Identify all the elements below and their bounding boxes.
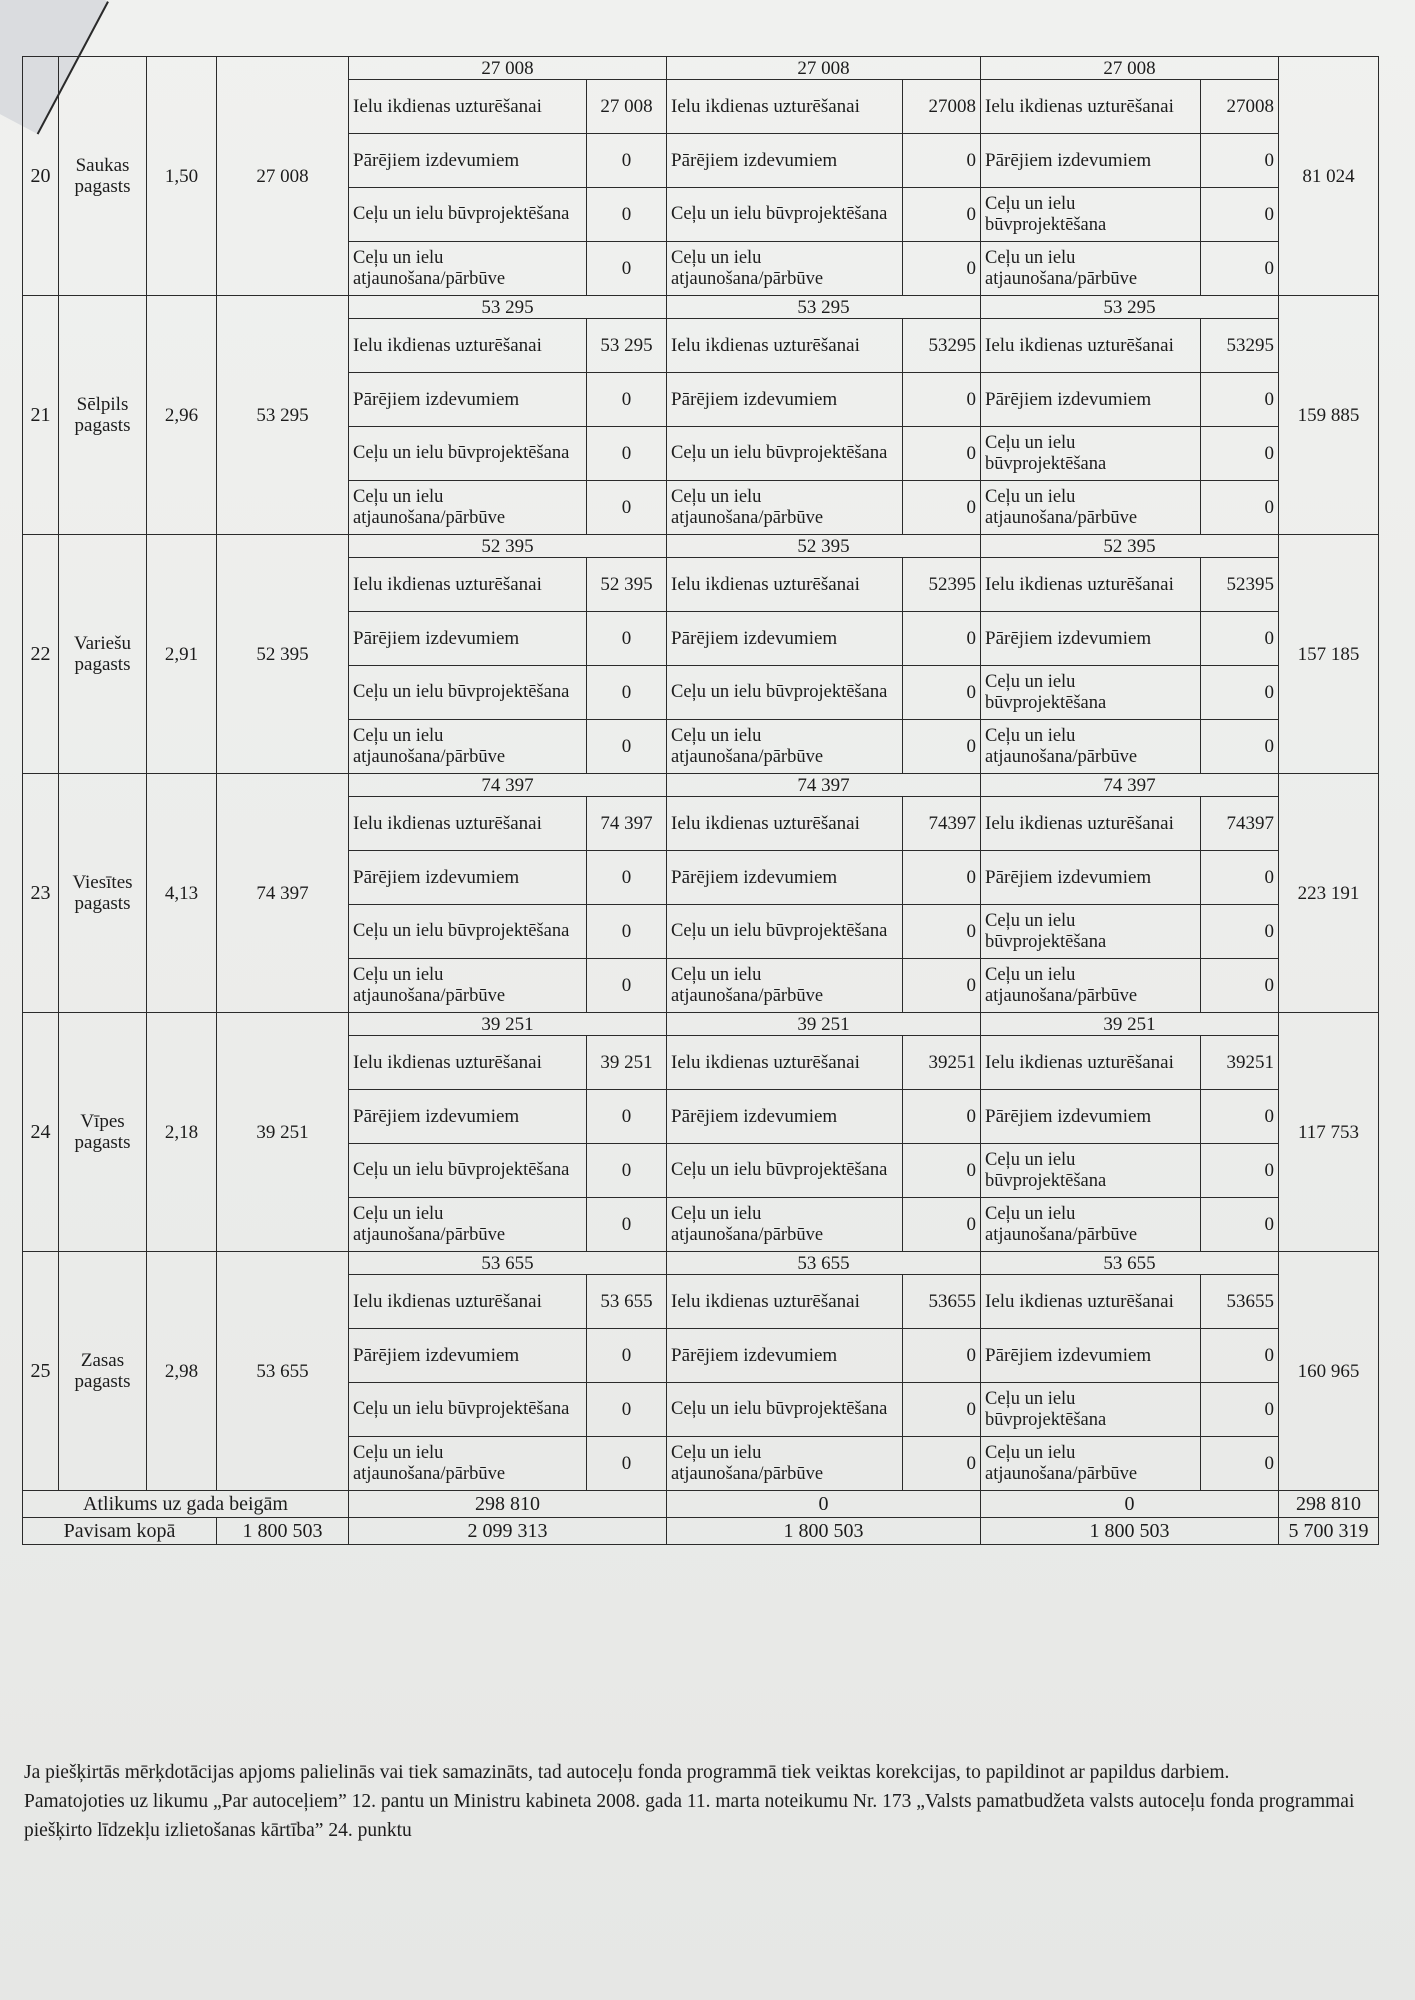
notes-section: [24, 1758, 1384, 1845]
expense-value: 74397: [903, 797, 981, 851]
parish-name: Variešu pagasts: [59, 535, 147, 774]
expense-value: 0: [1201, 373, 1279, 427]
expense-value: 0: [587, 1329, 667, 1383]
balance-year-2: 0: [667, 1491, 981, 1518]
expense-value: 0: [903, 612, 981, 666]
grand-total: 159 885: [1279, 296, 1379, 535]
expense-label: Pārējiem izdevumiem: [667, 851, 903, 905]
total-label: Pavisam kopā: [23, 1518, 217, 1545]
expense-value: 0: [1201, 1437, 1279, 1491]
expense-value: 0: [1201, 1383, 1279, 1437]
expense-label: Ielu ikdienas uzturēšanai: [981, 1036, 1201, 1090]
expense-value: 0: [1201, 188, 1279, 242]
expense-label: Ceļu un ielu būvprojektēšana: [667, 188, 903, 242]
coefficient: 4,13: [147, 774, 217, 1013]
expense-value: 0: [903, 1198, 981, 1252]
expense-label: Ceļu un ielu atjaunošana/pārbūve: [981, 959, 1201, 1013]
expense-label: Ceļu un ielu atjaunošana/pārbūve: [349, 959, 587, 1013]
total-row: [23, 1518, 1379, 1545]
expense-label: Ielu ikdienas uzturēšanai: [667, 80, 903, 134]
expense-label: Pārējiem izdevumiem: [349, 612, 587, 666]
row-number: 24: [23, 1013, 59, 1252]
expense-label: Ielu ikdienas uzturēšanai: [349, 1275, 587, 1329]
balance-row: [23, 1491, 1379, 1518]
total-year-1: 2 099 313: [349, 1518, 667, 1545]
expense-value: 0: [903, 1383, 981, 1437]
total-year-2: 1 800 503: [667, 1518, 981, 1545]
expense-value: 0: [587, 134, 667, 188]
expense-label: Pārējiem izdevumiem: [981, 134, 1201, 188]
expense-label: Ceļu un ielu atjaunošana/pārbūve: [981, 242, 1201, 296]
grand-total: 117 753: [1279, 1013, 1379, 1252]
expense-value: 0: [587, 242, 667, 296]
expense-label: Ielu ikdienas uzturēšanai: [349, 1036, 587, 1090]
expense-label: Ceļu un ielu būvprojektēšana: [667, 1144, 903, 1198]
coefficient: 2,98: [147, 1252, 217, 1491]
expense-value: 0: [587, 1383, 667, 1437]
expense-value: 27008: [1201, 80, 1279, 134]
grand-total: 223 191: [1279, 774, 1379, 1013]
expense-value: 0: [1201, 481, 1279, 535]
coefficient: 2,91: [147, 535, 217, 774]
year-total: 52 395: [981, 535, 1279, 558]
year-total: 27 008: [349, 57, 667, 80]
expense-label: Ceļu un ielu būvprojektēšana: [349, 905, 587, 959]
year-total: 52 395: [667, 535, 981, 558]
expense-value: 52395: [1201, 558, 1279, 612]
coefficient: 2,18: [147, 1013, 217, 1252]
total-amount: 1 800 503: [217, 1518, 349, 1545]
table-row: [23, 535, 1379, 558]
total-year-3: 1 800 503: [981, 1518, 1279, 1545]
year-total: 53 295: [349, 296, 667, 319]
table-row: [23, 296, 1379, 319]
expense-label: Ceļu un ielu būvprojektēšana: [981, 1383, 1201, 1437]
expense-label: Ielu ikdienas uzturēšanai: [667, 558, 903, 612]
expense-label: Ceļu un ielu būvprojektēšana: [981, 427, 1201, 481]
year-total: 52 395: [349, 535, 667, 558]
expense-value: 0: [587, 720, 667, 774]
expense-value: 53 655: [587, 1275, 667, 1329]
expense-value: 0: [1201, 905, 1279, 959]
expense-value: 52395: [903, 558, 981, 612]
expense-value: 0: [1201, 242, 1279, 296]
parish-name: Saukas pagasts: [59, 57, 147, 296]
expense-value: 0: [903, 905, 981, 959]
allocation-amount: 53 295: [217, 296, 349, 535]
expense-label: Ielu ikdienas uzturēšanai: [667, 1275, 903, 1329]
expense-label: Ielu ikdienas uzturēšanai: [349, 797, 587, 851]
expense-label: Pārējiem izdevumiem: [667, 373, 903, 427]
expense-label: Ielu ikdienas uzturēšanai: [667, 319, 903, 373]
expense-value: 0: [903, 1437, 981, 1491]
year-total: 27 008: [667, 57, 981, 80]
grand-total: 160 965: [1279, 1252, 1379, 1491]
expense-label: Ceļu un ielu būvprojektēšana: [349, 1144, 587, 1198]
expense-value: 0: [1201, 1329, 1279, 1383]
year-total: 53 295: [667, 296, 981, 319]
expense-label: Ceļu un ielu būvprojektēšana: [349, 188, 587, 242]
note-correction: Ja piešķirtās mērķdotācijas apjoms palielinās vai tiek samazināts, tad autoceļu fonda programmā tiek veiktas korekcijas, to papildinot ar papildus darbiem.: [24, 1762, 1230, 1783]
expense-value: 0: [587, 188, 667, 242]
year-total: 53 655: [349, 1252, 667, 1275]
parish-name: Zasas pagasts: [59, 1252, 147, 1491]
row-number: 25: [23, 1252, 59, 1491]
balance-label: Atlikums uz gada beigām: [23, 1491, 349, 1518]
expense-value: 39251: [903, 1036, 981, 1090]
expense-label: Pārējiem izdevumiem: [667, 612, 903, 666]
table-body: [23, 57, 1379, 1545]
parish-name: Viesītes pagasts: [59, 774, 147, 1013]
expense-value: 0: [903, 720, 981, 774]
row-number: 21: [23, 296, 59, 535]
expense-value: 0: [1201, 427, 1279, 481]
expense-label: Pārējiem izdevumiem: [667, 1329, 903, 1383]
coefficient: 2,96: [147, 296, 217, 535]
expense-value: 74 397: [587, 797, 667, 851]
expense-value: 0: [587, 1144, 667, 1198]
row-number: 22: [23, 535, 59, 774]
year-total: 53 295: [981, 296, 1279, 319]
expense-label: Ceļu un ielu atjaunošana/pārbūve: [981, 481, 1201, 535]
expense-value: 0: [1201, 851, 1279, 905]
expense-value: 27 008: [587, 80, 667, 134]
allocation-amount: 74 397: [217, 774, 349, 1013]
coefficient: 1,50: [147, 57, 217, 296]
year-total: 39 251: [981, 1013, 1279, 1036]
expense-label: Pārējiem izdevumiem: [981, 851, 1201, 905]
table-row: [23, 1013, 1379, 1036]
expense-label: Ceļu un ielu būvprojektēšana: [667, 427, 903, 481]
expense-label: Pārējiem izdevumiem: [349, 1090, 587, 1144]
allocation-amount: 39 251: [217, 1013, 349, 1252]
balance-year-3: 0: [981, 1491, 1279, 1518]
expense-value: 0: [587, 959, 667, 1013]
expense-label: Ceļu un ielu atjaunošana/pārbūve: [349, 481, 587, 535]
expense-label: Ceļu un ielu būvprojektēšana: [667, 1383, 903, 1437]
expense-label: Pārējiem izdevumiem: [981, 1090, 1201, 1144]
expense-label: Pārējiem izdevumiem: [981, 1329, 1201, 1383]
expense-label: Ielu ikdienas uzturēšanai: [349, 558, 587, 612]
year-total: 74 397: [981, 774, 1279, 797]
expense-value: 53655: [1201, 1275, 1279, 1329]
expense-value: 0: [587, 481, 667, 535]
year-total: 74 397: [349, 774, 667, 797]
grand-total: 157 185: [1279, 535, 1379, 774]
expense-label: Pārējiem izdevumiem: [981, 373, 1201, 427]
grand-total: 81 024: [1279, 57, 1379, 296]
expense-value: 27008: [903, 80, 981, 134]
table-row: [23, 1252, 1379, 1275]
expense-label: Ceļu un ielu atjaunošana/pārbūve: [349, 1198, 587, 1252]
expense-value: 0: [903, 481, 981, 535]
note-legal-basis: Pamatojoties uz likumu „Par autoceļiem” 12. pantu un Ministru kabineta 2008. gada 11. marta noteikumu Nr. 173 „Valsts pamatbudžeta valsts autoceļu fonda programmai piešķirto līdzekļu izlietošanas kārtība” 24. punktu: [24, 1791, 1355, 1841]
total-grand: 5 700 319: [1279, 1518, 1379, 1545]
allocation-amount: 27 008: [217, 57, 349, 296]
year-total: 74 397: [667, 774, 981, 797]
expense-label: Ceļu un ielu būvprojektēšana: [981, 905, 1201, 959]
expense-label: Ceļu un ielu būvprojektēšana: [981, 1144, 1201, 1198]
expense-label: Pārējiem izdevumiem: [349, 1329, 587, 1383]
expense-label: Ceļu un ielu būvprojektēšana: [981, 666, 1201, 720]
expense-label: Pārējiem izdevumiem: [981, 612, 1201, 666]
expense-value: 53655: [903, 1275, 981, 1329]
expense-value: 0: [587, 1198, 667, 1252]
expense-value: 0: [903, 242, 981, 296]
expense-label: Pārējiem izdevumiem: [349, 134, 587, 188]
table-row: [23, 774, 1379, 797]
expense-value: 0: [1201, 666, 1279, 720]
expense-value: 0: [903, 373, 981, 427]
expense-label: Ceļu un ielu atjaunošana/pārbūve: [667, 481, 903, 535]
expense-label: Ceļu un ielu būvprojektēšana: [981, 188, 1201, 242]
expense-value: 0: [903, 959, 981, 1013]
expense-value: 0: [587, 666, 667, 720]
expense-value: 53295: [1201, 319, 1279, 373]
expense-value: 0: [1201, 134, 1279, 188]
year-total: 39 251: [667, 1013, 981, 1036]
expense-label: Ceļu un ielu būvprojektēšana: [667, 666, 903, 720]
expense-value: 0: [587, 612, 667, 666]
expense-value: 0: [903, 427, 981, 481]
expense-label: Ceļu un ielu atjaunošana/pārbūve: [349, 1437, 587, 1491]
expense-label: Ceļu un ielu atjaunošana/pārbūve: [667, 959, 903, 1013]
balance-year-1: 298 810: [349, 1491, 667, 1518]
expense-value: 53 295: [587, 319, 667, 373]
expense-label: Ielu ikdienas uzturēšanai: [981, 80, 1201, 134]
expense-label: Ielu ikdienas uzturēšanai: [667, 797, 903, 851]
expense-value: 53295: [903, 319, 981, 373]
expense-label: Ielu ikdienas uzturēšanai: [981, 558, 1201, 612]
balance-grand: 298 810: [1279, 1491, 1379, 1518]
expense-label: Ceļu un ielu atjaunošana/pārbūve: [981, 1437, 1201, 1491]
year-total: 53 655: [667, 1252, 981, 1275]
expense-value: 0: [587, 427, 667, 481]
expense-label: Ceļu un ielu atjaunošana/pārbūve: [981, 720, 1201, 774]
expense-value: 0: [587, 1437, 667, 1491]
parish-name: Vīpes pagasts: [59, 1013, 147, 1252]
expense-value: 0: [903, 1090, 981, 1144]
expense-label: Ceļu un ielu būvprojektēšana: [349, 1383, 587, 1437]
expense-label: Ielu ikdienas uzturēšanai: [667, 1036, 903, 1090]
expense-label: Ceļu un ielu atjaunošana/pārbūve: [667, 1437, 903, 1491]
expense-label: Pārējiem izdevumiem: [349, 851, 587, 905]
expense-value: 0: [903, 666, 981, 720]
parish-name: Sēlpils pagasts: [59, 296, 147, 535]
expense-value: 0: [1201, 720, 1279, 774]
expense-value: 0: [1201, 1090, 1279, 1144]
table-row: [23, 57, 1379, 80]
expense-label: Ielu ikdienas uzturēšanai: [981, 1275, 1201, 1329]
expense-value: 52 395: [587, 558, 667, 612]
expense-label: Ielu ikdienas uzturēšanai: [981, 797, 1201, 851]
expense-label: Pārējiem izdevumiem: [349, 373, 587, 427]
expense-value: 0: [587, 905, 667, 959]
expense-value: 0: [903, 1144, 981, 1198]
expense-label: Ceļu un ielu atjaunošana/pārbūve: [667, 720, 903, 774]
expense-value: 74397: [1201, 797, 1279, 851]
expense-value: 0: [1201, 959, 1279, 1013]
expense-value: 0: [903, 851, 981, 905]
expense-label: Ielu ikdienas uzturēšanai: [981, 319, 1201, 373]
row-number: 23: [23, 774, 59, 1013]
expense-value: 0: [1201, 612, 1279, 666]
expense-label: Ceļu un ielu būvprojektēšana: [349, 666, 587, 720]
expense-label: Ceļu un ielu būvprojektēšana: [667, 905, 903, 959]
year-total: 53 655: [981, 1252, 1279, 1275]
year-total: 39 251: [349, 1013, 667, 1036]
expense-value: 0: [587, 851, 667, 905]
expense-value: 0: [903, 1329, 981, 1383]
allocation-amount: 53 655: [217, 1252, 349, 1491]
expense-label: Ceļu un ielu atjaunošana/pārbūve: [667, 1198, 903, 1252]
expense-label: Pārējiem izdevumiem: [667, 1090, 903, 1144]
expense-label: Ceļu un ielu atjaunošana/pārbūve: [981, 1198, 1201, 1252]
row-number: 20: [23, 57, 59, 296]
year-total: 27 008: [981, 57, 1279, 80]
allocation-amount: 52 395: [217, 535, 349, 774]
expense-label: Pārējiem izdevumiem: [667, 134, 903, 188]
expense-label: Ceļu un ielu būvprojektēšana: [349, 427, 587, 481]
expense-value: 0: [587, 1090, 667, 1144]
expense-value: 0: [587, 373, 667, 427]
expense-value: 0: [903, 188, 981, 242]
expense-value: 0: [1201, 1198, 1279, 1252]
expense-value: 39251: [1201, 1036, 1279, 1090]
expense-label: Ielu ikdienas uzturēšanai: [349, 80, 587, 134]
allocation-table: [22, 56, 1379, 1545]
expense-label: Ielu ikdienas uzturēšanai: [349, 319, 587, 373]
expense-value: 39 251: [587, 1036, 667, 1090]
expense-value: 0: [903, 134, 981, 188]
expense-label: Ceļu un ielu atjaunošana/pārbūve: [667, 242, 903, 296]
expense-label: Ceļu un ielu atjaunošana/pārbūve: [349, 720, 587, 774]
expense-value: 0: [1201, 1144, 1279, 1198]
expense-label: Ceļu un ielu atjaunošana/pārbūve: [349, 242, 587, 296]
